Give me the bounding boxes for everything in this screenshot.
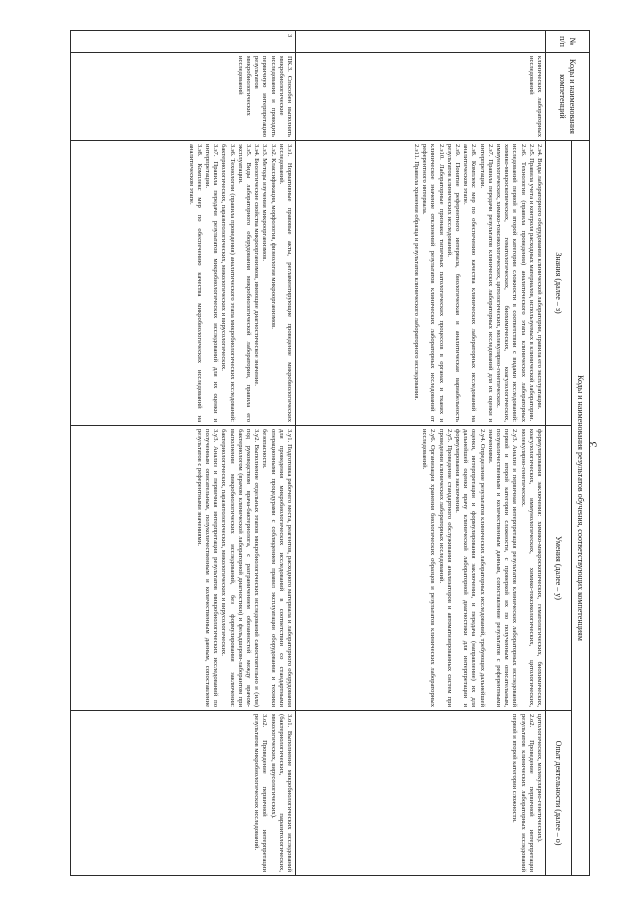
- experience-cell: [71, 711, 296, 876]
- skill-item: 3.у3. Анализ и первичная интерпретация результатов микробиологических исследований по полученным описательным, полуколичественным и количественным данным, сопоставление результатов с референтными значениями.: [195, 429, 220, 707]
- row-number: 3: [71, 31, 296, 53]
- knowledge-item: 3.з8. Комплекс мер по обеспечению качества микробиологических исследований на аналитическом этапе.: [187, 144, 203, 422]
- header-knowledge: Знания (далее – з): [546, 141, 572, 426]
- competency-code: ПК.3. Способен выполнять микробиологические исследования и проводить первичную интерпретацию результатов микробиологических исследований: [71, 53, 296, 141]
- knowledge-item: 3.з5. Виды лабораторного оборудования микробиологической лаборатории, правила его эксплуатации.: [236, 144, 252, 422]
- header-no: № п/п: [546, 31, 590, 53]
- experience-item: 2.о2. Проведение первичной интерпретации результатов клинических лабораторных исследований первой и второй категории сложности.: [511, 714, 535, 872]
- skills-cell: [71, 426, 296, 711]
- knowledge-cell: [296, 141, 546, 426]
- knowledge-item: 2.з7. Правила передачи результатов клинических лабораторных исследований для их оценки и интерпретации.: [478, 144, 494, 422]
- skill-item: 2.у3. Анализ и первичная интерпретация результатов клинических лабораторных исследований первой и второй категории сложности, с проверкой их по полученным описательным, полуколичественным и количественным данным, сопоставление результатов с референтными значениями.: [486, 429, 519, 707]
- knowledge-item: 3.з7. Правила передачи результатов микробиологических исследований для их оценки и интерпретации.: [203, 144, 220, 422]
- knowledge-item: 2.з8. Комплекс мер по обеспечению качества клинических лабораторных исследований на аналитическом этапе.: [462, 144, 478, 422]
- skill-item: 2.у6. Организация хранения биологических образцов и результатов клинических лабораторных исследований.: [421, 429, 437, 707]
- knowledge-item: 2.з5. Правила учета и контроля расходных материалов, используемых в клинической лаборатории.: [527, 144, 535, 422]
- header-experience: Опыт деятельности (далее – о): [546, 711, 572, 876]
- knowledge-item: 3.з2. Классификация, морфология, физиология микроорганизмов.: [269, 144, 277, 329]
- knowledge-cell: [71, 141, 296, 426]
- skill-item: 2.у4. Определение результатов клинических лабораторных исследований, требующих дальнейшей оценки, интерпретации и формулирования заключения, и передача (направление) их для дальнейшей оценки врачу клинической лабораторной диагностики для интерпретации и формулирования заключения.: [453, 429, 486, 707]
- experience-item: 3.о2. Проведение первичной интерпретации результатов микробиологических исследований.: [253, 714, 269, 872]
- header-results-group: Коды и наименования результатов обучения, соответствующих компетенциям: [572, 141, 590, 876]
- skills-cell: [296, 426, 546, 711]
- skill-item: 3.у1. Подготовка рабочего места, реагентов, расходного материала и лабораторного оборудования для проведения микробиологических исследований в соответствии со стандартными операционными процедурами с соблюдением правил эксплуатации оборудования и техники безопасности.: [261, 429, 293, 707]
- skill-item: 2.у5. Проведение стандартного обслуживания анализаторов и автоматизированных систем при проведении клинических лабораторных исследований.: [437, 429, 453, 707]
- knowledge-item: 3.з6. Технологии (правила проведения) аналитического этапа микробиологических исследований: бактериологических, паразитологических, микологических и вирусологических.: [220, 144, 236, 422]
- competency-table: [70, 30, 590, 876]
- knowledge-item: 3.з1. Нормативные правовые акты, регламентирующие проведение микробиологических исследований.: [277, 144, 293, 422]
- header-skills: Умения (далее – у): [546, 426, 572, 711]
- row-number: [296, 31, 546, 53]
- experience-item: 3.о1. Выполнение микробиологических исследований (бактериологических, паразитологических, микологических, вирусологических).: [269, 714, 293, 872]
- page-number: 3: [585, 441, 600, 448]
- competency-code: клинических лабораторных исследований: [296, 53, 546, 141]
- experience-cell: [296, 711, 546, 876]
- competency-table-frame: [70, 30, 590, 875]
- header-code: Коды и наименования компетенций: [546, 53, 590, 141]
- table-row: [296, 31, 546, 876]
- skill-item: формулирования заключения: химико-микроскопических, гематологических, биохимических, коагулологических, иммунологических, химико-токсикологических, цитологических, молекулярно-генетических.: [519, 429, 543, 707]
- knowledge-item: 3.з3. Методы изучения микроорганизмов.: [261, 144, 269, 261]
- knowledge-item: 2.з4. Виды лабораторного оборудования клинической лаборатории, правила его эксплуатации.: [536, 144, 543, 410]
- knowledge-item: 2.з10. Лабораторные признаки типичных патологических процессов в органах и тканях и клиническое значение отклонений результатов клинических лабораторных исследований от референтного интервала.: [421, 144, 445, 422]
- knowledge-item: 2.з11. Правила хранения образца и результатов клинического лабораторного исследования.: [412, 144, 420, 401]
- table-row: [71, 31, 296, 876]
- skill-item: 3.у2. Выполнение отдельных этапов микробиологических исследований самостоятельно и (или) под руководством врача-бактериолога, с разграничением обязанностей между врачом-бактериологом (врачом клинической лабораторной диагностики) и фельдшером-лаборантом при выполнении микробиологических исследований, без формулирования заключения: бактериологических, паразитологических, микологических и вирусологических.: [220, 429, 261, 707]
- knowledge-item: 2.з6. Технологии (правила проведения) аналитического этапа клинических лабораторных исследований первой и второй категории сложности в соответствии с видами исследований: химико-микроскопических, гематологических, биохимических, коагулологических, иммунологических, химико-токсикологических, цитологических, молекулярно-генетических.: [494, 144, 527, 422]
- experience-item: цитологических, молекулярно-генетических).: [536, 714, 543, 843]
- knowledge-item: 2.з9. Понятие референтного интервала, биологическая и аналитическая вариабельность результатов клинических исследований.: [445, 144, 461, 422]
- knowledge-item: 3.з4. Биологические свойства микроорганизмов, имеющие диагностическое значение.: [253, 144, 261, 386]
